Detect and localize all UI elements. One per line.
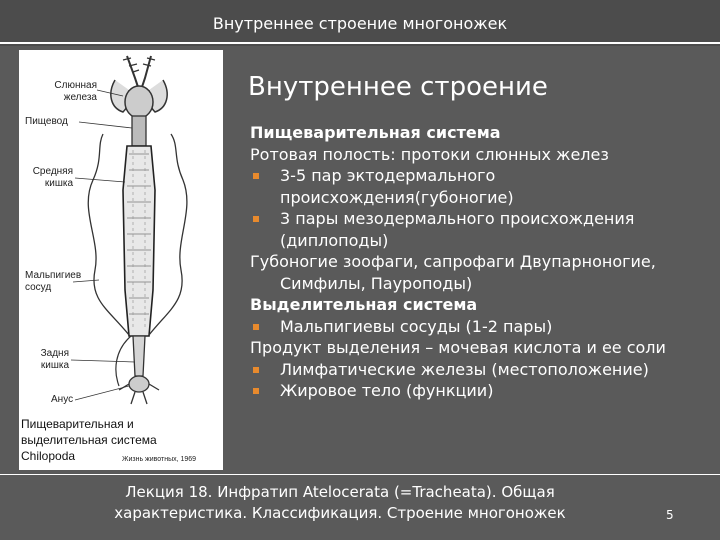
label-salivary-gland [21, 80, 97, 104]
footer-line1: Лекция 18. Инфратип Atelocerata (=Tracheata). Общая [125, 483, 555, 501]
label-midgut-line1: Средняя [32, 166, 73, 177]
bullet-mesodermal: 3 пары мезодермального происхождения [250, 208, 712, 230]
label-hindgut-line1: Задня [40, 348, 69, 359]
label-anus: Анус [51, 394, 74, 405]
excretion-product-line: Продукт выделения – мочевая кислота и ее соли [250, 338, 666, 357]
feeding-types-cont: Симфилы, Пауроподы) [280, 273, 473, 293]
page-title: Внутреннее строение многоножек [212, 14, 508, 33]
header-bar [0, 0, 720, 46]
caption-line1: Пищеварительная и [21, 417, 134, 431]
bullet-ectodermal-cont: происхождения(губоногие) [280, 187, 514, 207]
page-number: 5 [666, 508, 674, 522]
label-malpighian-line2: сосуд [25, 282, 52, 293]
label-malpighian-line1: Мальпигиев [25, 270, 82, 281]
excretory-system-heading: Выделительная система [250, 295, 478, 314]
label-malpighian [25, 270, 81, 294]
anatomy-drawing [19, 50, 223, 470]
anatomy-figure [19, 50, 223, 470]
section-heading: Внутреннее строение [248, 72, 548, 102]
bullet-mesodermal-cont: (диплоподы) [280, 230, 389, 250]
figure-credit: Жизнь животных, 1969 [122, 456, 197, 463]
mouth-cavity-line: Ротовая полость: протоки слюнных желез [250, 144, 609, 164]
content-body [250, 122, 712, 402]
label-esophagus: Пищевод [25, 116, 68, 127]
caption-line3: Chilopoda [21, 449, 76, 463]
footer-divider [0, 474, 720, 475]
bullet-ectodermal: 3-5 пар эктодермального [250, 165, 712, 187]
bullet-fat-body: Жировое тело (функции) [250, 380, 712, 402]
label-hindgut [21, 348, 69, 372]
feeding-types-line: Губоногие зоофаги, сапрофаги Двупарноногие, [250, 252, 656, 271]
footer-line2: характеристика. Классификация. Строение многоножек [114, 504, 566, 522]
caption-line2: выделительная система [21, 433, 157, 447]
label-hindgut-line2: кишка [40, 360, 69, 371]
label-salivary-gland-line1: Слюнная [54, 80, 97, 91]
label-midgut [21, 166, 73, 190]
bullet-malpighian: Мальпигиевы сосуды (1-2 пары) [250, 316, 712, 338]
label-salivary-gland-line2: железа [63, 92, 97, 103]
footer-text [90, 482, 590, 524]
label-midgut-line2: кишка [44, 178, 73, 189]
bullet-lymph-glands: Лимфатические железы (местоположение) [250, 359, 712, 381]
digestive-system-heading: Пищеварительная система [250, 123, 501, 142]
header-divider [0, 42, 720, 44]
